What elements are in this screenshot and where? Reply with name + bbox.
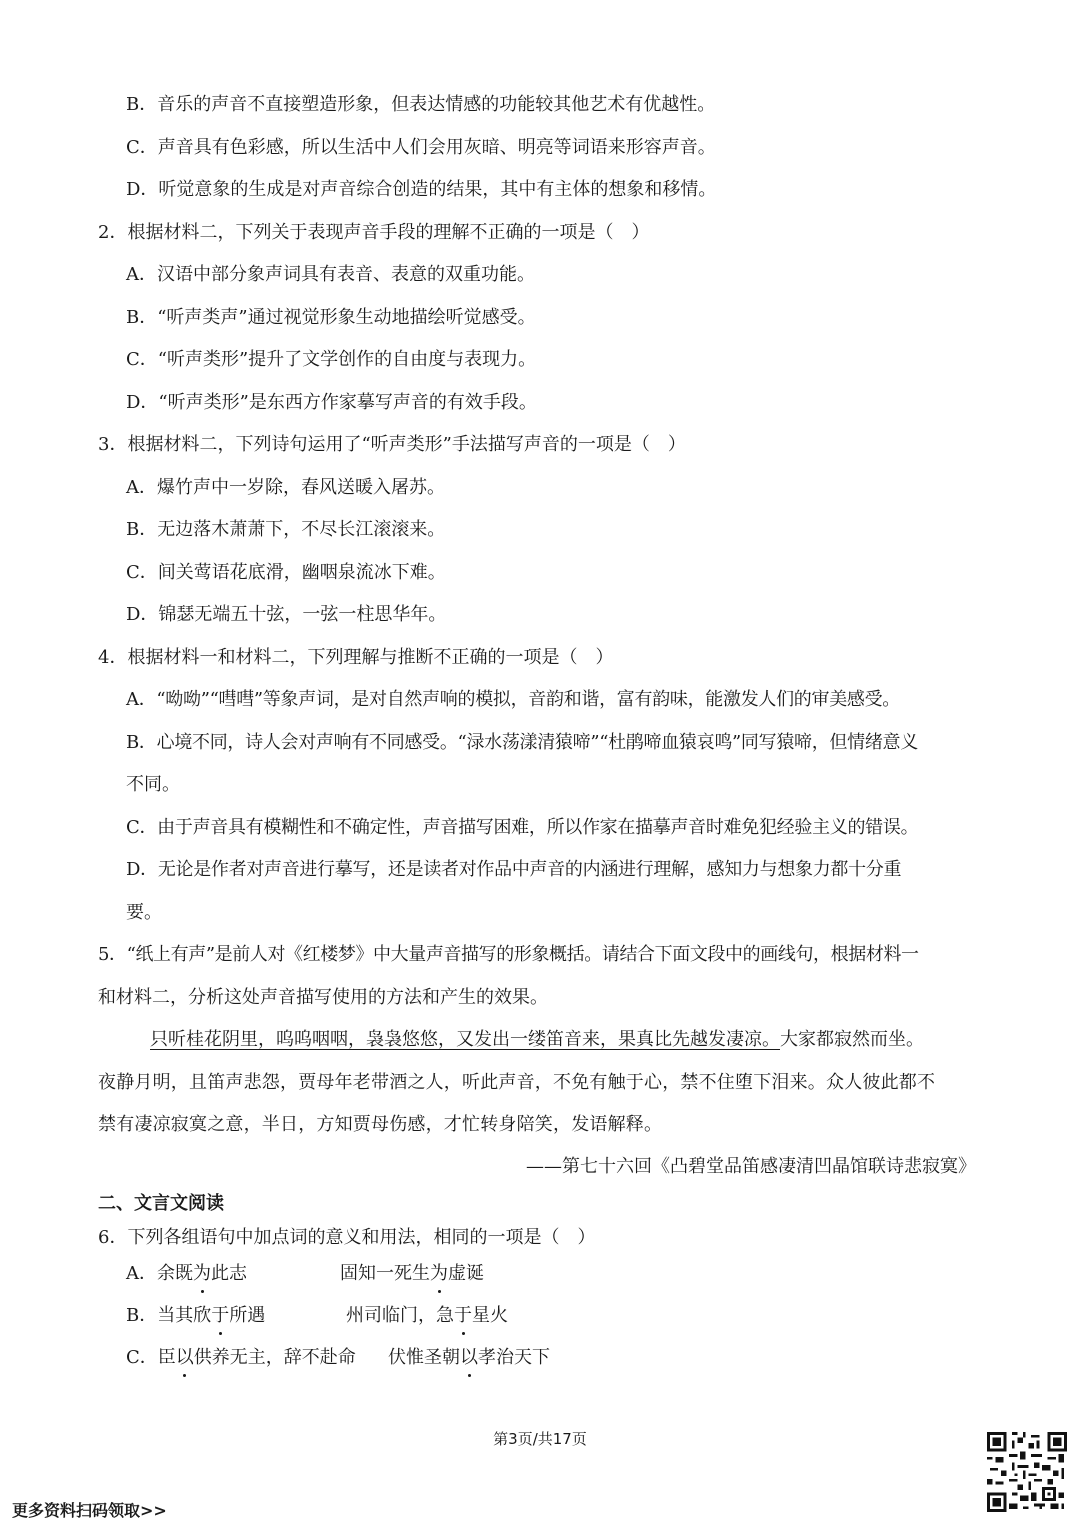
option-2c: C．“听声类形”提升了文学创作的自由度与表现力。 xyxy=(126,349,537,370)
option-1d: D．听觉意象的生成是对声音综合创造的结果，其中有主体的想象和移情。 xyxy=(126,179,717,200)
option-3b: B．无边落木萧萧下，不尽长江滚滚来。 xyxy=(126,519,446,540)
option-4b: B．心境不同，诗人会对声响有不同感受。“渌水荡漾清猿啼”“杜鹃啼血猿哀鸣”同写猿啼，但情绪意义 xyxy=(126,732,918,753)
option-4d: D．无论是作者对声音进行摹写，还是读者对作品中声音的内涵进行理解，感知力与想象力都十分重 xyxy=(126,859,902,880)
option-4c: C．由于声音具有模糊性和不确定性，声音描写困难，所以作家在描摹声音时难免犯经验主义的错误。 xyxy=(126,817,919,838)
option-6a-left: A．余既为此志 xyxy=(126,1263,247,1284)
question-5: 5．“纸上有声”是前人对《红楼梦》中大量声音描写的形象概括。请结合下面文段中的画线句，根据材料一 xyxy=(98,944,919,965)
passage-line-1 xyxy=(150,1028,924,1052)
option-3d: D．锦瑟无端五十弦，一弦一柱思华年。 xyxy=(126,604,447,625)
section-heading: 二、文言文阅读 xyxy=(98,1193,224,1214)
question-5-cont: 和材料二，分析这处声音描写使用的方法和产生的效果。 xyxy=(98,987,548,1008)
dotted-word: 以 xyxy=(460,1347,478,1368)
option-6c-right: 伏惟圣朝以孝治天下 xyxy=(388,1347,550,1368)
option-6b-left: B．当其欣于所遇 xyxy=(126,1305,266,1326)
passage-source: ——第七十六回《凸碧堂品笛感凄清凹晶馆联诗悲寂寞》 xyxy=(526,1156,976,1177)
option-6b-right: 州司临门，急于星火 xyxy=(346,1305,508,1326)
option-1c: C．声音具有色彩感，所以生活中人们会用灰暗、明亮等词语来形容声音。 xyxy=(126,137,716,158)
dotted-word: 于 xyxy=(211,1305,230,1326)
option-1b: B．音乐的声音不直接塑造形象，但表达情感的功能较其他艺术有优越性。 xyxy=(126,94,716,115)
dotted-word: 于 xyxy=(454,1305,472,1326)
option-2a: A．汉语中部分象声词具有表音、表意的双重功能。 xyxy=(126,264,535,285)
option-4b-cont: 不同。 xyxy=(126,774,180,795)
dotted-word: 为 xyxy=(430,1263,448,1284)
question-4: 4．根据材料一和材料二，下列理解与推断不正确的一项是（ ） xyxy=(98,647,614,668)
passage-line-1-rest: 大家都寂然而坐。 xyxy=(780,1029,924,1050)
dotted-word: 以 xyxy=(175,1347,194,1368)
passage-line-2: 夜静月明，且笛声悲怨，贾母年老带酒之人，听此声音，不免有触于心，禁不住堕下泪来。众人彼此都不 xyxy=(98,1072,936,1093)
option-4a: A．“呦呦”“嘒嘒”等象声词，是对自然声响的模拟，音韵和谐，富有韵味，能激发人们的审美感受。 xyxy=(126,689,901,710)
passage-line-3: 禁有凄凉寂寞之意，半日，方知贾母伤感，才忙转身陪笑，发语解释。 xyxy=(98,1114,663,1135)
option-6c-left: C．臣以供养无主，辞不赴命 xyxy=(126,1347,356,1368)
dotted-word: 为 xyxy=(193,1263,211,1284)
option-3c: C．间关莺语花底滑，幽咽泉流冰下难。 xyxy=(126,562,446,583)
option-4d-cont: 要。 xyxy=(126,902,162,923)
option-6a-right: 固知一死生为虚诞 xyxy=(340,1263,484,1284)
underlined-sentence: 只听桂花阴里，呜呜咽咽，袅袅悠悠，又发出一缕笛音来，果真比先越发凄凉。 xyxy=(150,1029,780,1050)
question-2: 2．根据材料二，下列关于表现声音手段的理解不正确的一项是（ ） xyxy=(98,222,650,243)
question-6: 6．下列各组语句中加点词的意义和用法，相同的一项是（ ） xyxy=(98,1227,596,1248)
page-number: 第3页/共17页 xyxy=(493,1430,587,1448)
more-resources-link[interactable]: 更多资料扫码领取>> xyxy=(12,1501,167,1520)
question-3: 3．根据材料二，下列诗句运用了“听声类形”手法描写声音的一项是（ ） xyxy=(98,434,686,455)
option-3a: A．爆竹声中一岁除，春风送暖入屠苏。 xyxy=(126,477,445,498)
option-2b: B．“听声类声”通过视觉形象生动地描绘听觉感受。 xyxy=(126,307,536,328)
qr-code-icon[interactable] xyxy=(987,1432,1067,1512)
option-2d: D．“听声类形”是东西方作家摹写声音的有效手段。 xyxy=(126,392,537,413)
